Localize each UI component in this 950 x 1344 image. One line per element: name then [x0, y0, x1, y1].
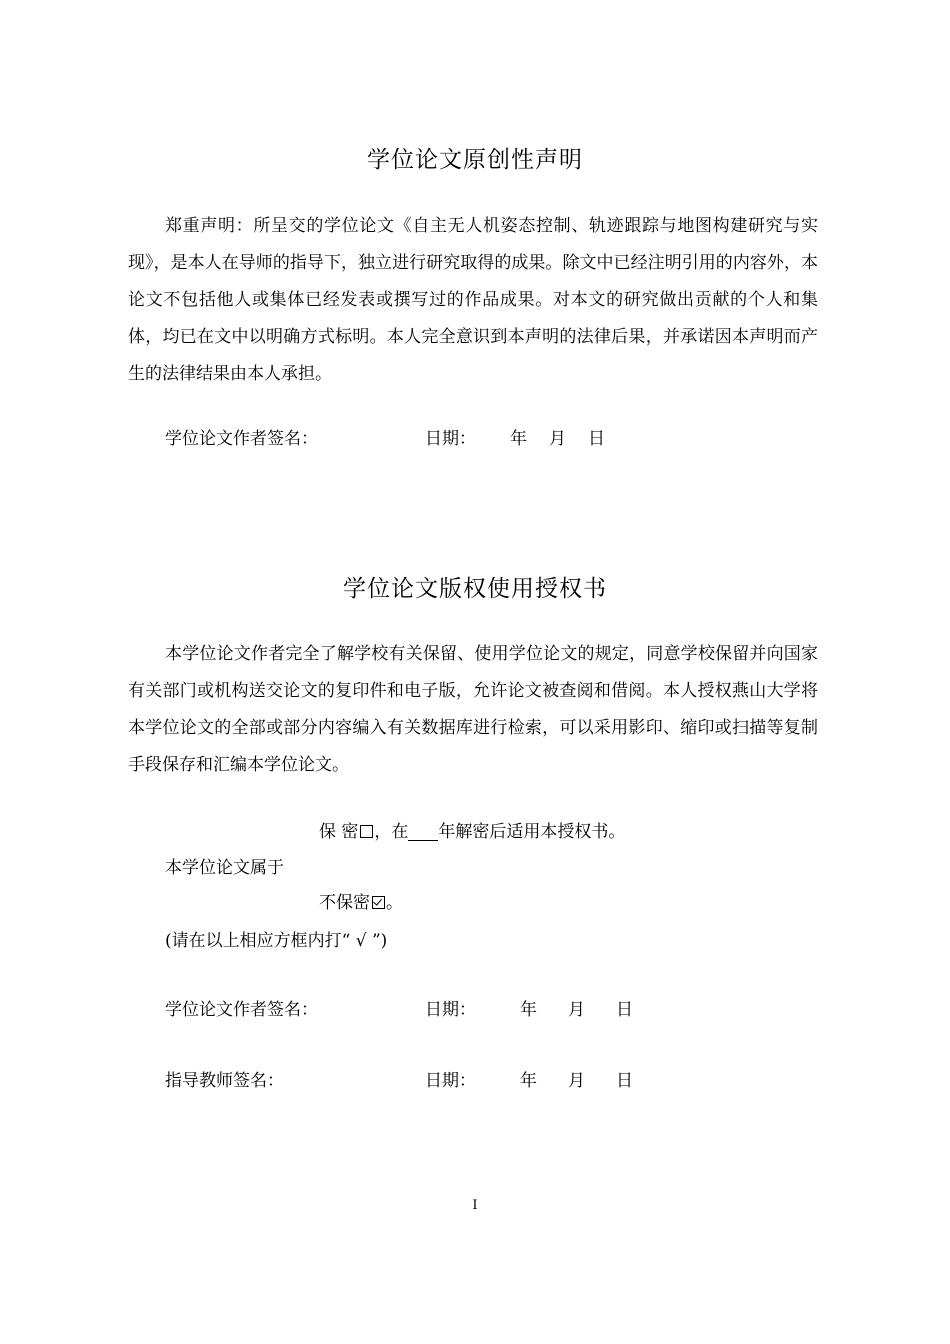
not-secret-suffix: 。 — [386, 893, 403, 913]
authorization-body: 本学位论文作者完全了解学校有关保留、使用学位论文的规定，同意学校保留并向国家有关部门或机构送交论文的复印件和电子版，允许论文被查阅和借阅。本人授权燕山大学将本学位论文的全部或部分内容编入有关数据库进行检索，可以采用影印、缩印或扫描等复制手段保存和汇编本学位论文。 — [128, 644, 818, 775]
page-number: I — [472, 1198, 478, 1213]
authorization-author-month-label: 月 — [568, 1000, 585, 1020]
supervisor-month-label: 月 — [568, 1071, 585, 1091]
declaration-title: 学位论文原创性声明 — [367, 147, 583, 173]
checkbox-instruction: (请在以上相应方框内打“ √ ”) — [165, 931, 388, 951]
declaration-body: 郑重声明：所呈交的学位论文《自主无人机姿态控制、轨迹跟踪与地图构建研究与实现》，是本人在导师的指导下，独立进行研究取得的成果。除文中已经注明引用的内容外，本论文不包括他人或集体已经发表或撰写过的作品成果。对本文的研究做出贡献的个人和集体，均已在文中以明确方式标明。本人完全意识到本声明的法律后果，并承诺因本声明而产生的法律结果由本人承担。 — [128, 216, 818, 384]
belongs-label: 本学位论文属于 — [165, 858, 284, 878]
declaration-month-label: 月 — [549, 429, 566, 449]
declaration-date-label: 日期： — [425, 429, 476, 449]
declaration-day-label: 日 — [588, 429, 605, 449]
secret-suffix-a: ，在 — [374, 822, 409, 842]
not-secret-option-line — [319, 891, 403, 915]
secret-suffix-b: 年解密后适用本授权书。 — [438, 822, 626, 842]
secret-label: 保 密 — [319, 822, 359, 842]
authorization-author-year-label: 年 — [520, 1000, 537, 1020]
authorization-author-sign-label: 学位论文作者签名： — [165, 1000, 318, 1020]
secret-years-blank[interactable] — [408, 823, 438, 841]
not-secret-label: 不保密 — [319, 893, 370, 913]
authorization-author-date-label: 日期： — [425, 1000, 476, 1020]
supervisor-day-label: 日 — [616, 1071, 633, 1091]
supervisor-date-label: 日期： — [425, 1071, 476, 1091]
declaration-author-sign-label: 学位论文作者签名： — [165, 429, 318, 449]
authorization-author-day-label: 日 — [616, 1000, 633, 1020]
not-secret-checkbox[interactable] — [372, 896, 385, 909]
secret-option-line — [319, 820, 625, 844]
authorization-title: 学位论文版权使用授权书 — [343, 576, 607, 602]
supervisor-year-label: 年 — [520, 1071, 537, 1091]
supervisor-sign-label: 指导教师签名： — [165, 1071, 284, 1091]
secret-checkbox[interactable] — [360, 825, 373, 838]
declaration-year-label: 年 — [510, 429, 527, 449]
